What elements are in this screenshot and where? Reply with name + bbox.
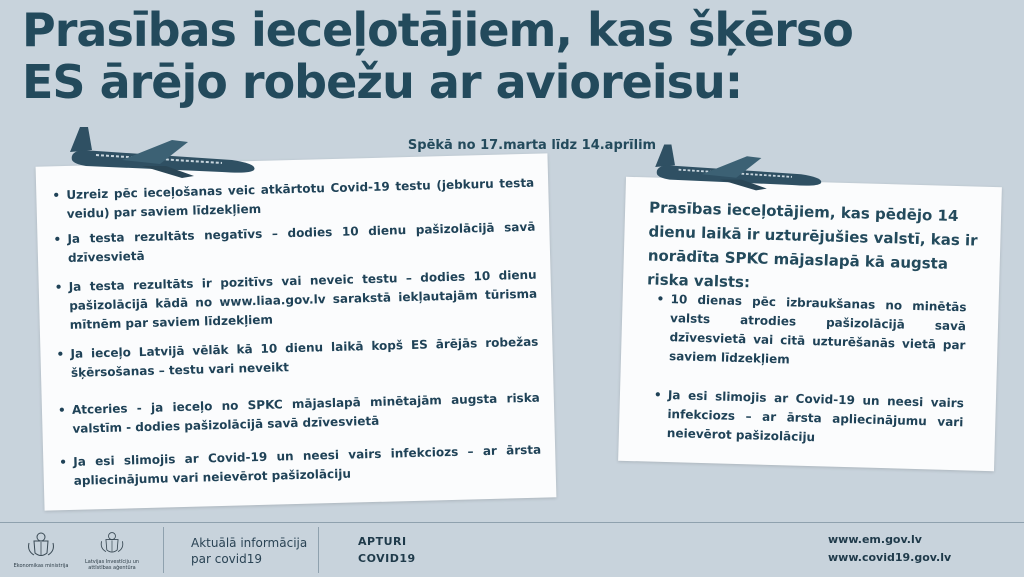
footer-link-em[interactable]: www.em.gov.lv bbox=[828, 533, 922, 546]
airplane-icon bbox=[62, 122, 262, 182]
list-item: • Ja esi slimojis ar Covid-19 un neesi vairs infekciozs – ar ārsta apliecinājumu vari neievērot pašizolāciju bbox=[667, 386, 964, 451]
info-line-1: Aktuālā informācija bbox=[191, 536, 308, 550]
list-item: • 10 dienas pēc izbraukšanas no minētās valsts atrodies pašizolācijā savā dzīvesvietā vai citā uzturēšanās vietā par saviem līdzekļiem bbox=[669, 290, 967, 374]
footer-links bbox=[828, 531, 951, 567]
right-requirements-card bbox=[618, 177, 1002, 471]
footer-link-covid19[interactable]: www.covid19.gov.lv bbox=[828, 551, 952, 564]
validity-period: Spēkā no 17.marta līdz 14.aprīlim bbox=[407, 138, 657, 153]
list-item: • Ja esi slimojis ar Covid-19 un neesi vairs infekciozs – ar ārsta apliecinājumu vari neievērot pašizolāciju bbox=[73, 441, 542, 491]
list-item: • Ja testa rezultāts ir pozitīvs vai neveic testu – dodies 10 dienu pašizolācijā kādā no www.liaa.gov.lv sarakstā iekļautajām tūrisma mītnēm par saviem līdzekļiem bbox=[69, 266, 538, 335]
logo-caption: Ekonomikas ministrija bbox=[13, 563, 69, 569]
coat-of-arms-icon bbox=[26, 531, 56, 559]
page-title bbox=[22, 4, 982, 108]
right-card-heading: Prasības ieceļotājiem, kas pēdējo 14 dienu laikā ir uzturējušies valstī, kas ir norādīta SPKC mājaslapā kā augsta riska valsts: bbox=[646, 198, 978, 292]
list-item: • Ja ieceļo Latvijā vēlāk kā 10 dienu laikā kopš ES ārējās robežas šķērsošanas – testu vari neveikt bbox=[70, 333, 539, 383]
left-requirements-list bbox=[66, 174, 542, 491]
title-line-1: Prasības ieceļotājiem, kas šķērso bbox=[22, 3, 853, 57]
campaign-line-2: COVID19 bbox=[358, 552, 416, 565]
airplane-icon bbox=[646, 140, 830, 194]
divider bbox=[163, 527, 164, 573]
logo-caption: Latvijas Investīciju un attīstības aģentūra bbox=[84, 559, 140, 571]
right-requirements-list bbox=[667, 290, 967, 451]
left-requirements-card bbox=[36, 153, 557, 510]
footer bbox=[0, 522, 1024, 577]
list-item: • Uzreiz pēc ieceļošanas veic atkārtotu Covid-19 testu (jebkuru testa veidu) par saviem līdzekļiem bbox=[66, 174, 535, 224]
coat-of-arms-icon bbox=[99, 529, 125, 557]
campaign-label bbox=[358, 533, 416, 567]
list-item: • Atceries - ja ieceļo no SPKC mājaslapā minētajām augsta riska valstīm - dodies pašizolācijā savā dzīvesvietā bbox=[72, 389, 541, 439]
info-text bbox=[191, 535, 307, 567]
info-line-2: par covid19 bbox=[191, 552, 262, 566]
list-item: • Ja testa rezultāts negatīvs – dodies 10 dienu pašizolācijā savā dzīvesvietā bbox=[67, 218, 536, 268]
divider bbox=[318, 527, 319, 573]
campaign-line-1: APTURI bbox=[358, 535, 407, 548]
title-line-2: ES ārējo robežu ar avioreisu: bbox=[22, 55, 743, 109]
